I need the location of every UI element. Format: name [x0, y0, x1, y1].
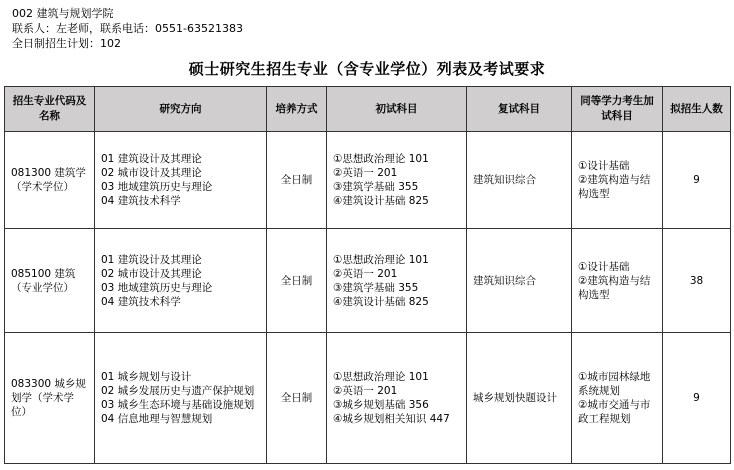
exam-item: ③建筑学基础 355 [333, 281, 419, 294]
exam-subjects [327, 333, 467, 464]
extra-item: ②建筑构造与结构选型 [578, 174, 651, 200]
research-directions [95, 229, 267, 333]
direction-item: 03 地域建筑历史与理论 [101, 281, 213, 294]
direction-item: 02 城市设计及其理论 [101, 267, 202, 280]
extra-item: ①城市园林绿地系统规划 [578, 371, 651, 397]
column-header: 初试科目 [327, 87, 467, 132]
study-mode: 全日制 [267, 229, 327, 333]
program-code-name: 081300 建筑学（学术学位） [5, 132, 95, 229]
exam-item: ④城乡规划相关知识 447 [333, 413, 450, 425]
research-directions [95, 333, 267, 464]
research-directions [95, 132, 267, 229]
enrollment-plan: 全日制招生计划：102 [12, 37, 121, 50]
table-row [5, 333, 731, 464]
retest-subject: 城乡规划快题设计 [467, 333, 572, 464]
quota: 38 [663, 229, 731, 333]
exam-item: ①思想政治理论 101 [333, 153, 429, 165]
study-mode: 全日制 [267, 132, 327, 229]
direction-item: 04 建筑技术科学 [101, 295, 181, 308]
column-header: 培养方式 [267, 87, 327, 132]
table-row [5, 229, 731, 333]
direction-item: 01 城乡规划与设计 [101, 371, 192, 383]
exam-item: ③城乡规划基础 356 [333, 399, 429, 411]
contact-info: 联系人：左老师，联系电话：0551-63521383 [12, 22, 243, 35]
program-code-name: 085100 建筑（专业学位） [5, 229, 95, 333]
exam-item: ③建筑学基础 355 [333, 181, 419, 193]
direction-item: 04 信息地理与智慧规划 [101, 413, 213, 425]
column-header: 拟招生人数 [663, 87, 731, 132]
direction-item: 04 建筑技术科学 [101, 195, 181, 207]
direction-item: 03 地域建筑历史与理论 [101, 181, 213, 193]
table-row [5, 132, 731, 229]
exam-subjects [327, 229, 467, 333]
extra-subjects [572, 229, 663, 333]
exam-item: ④建筑设计基础 825 [333, 195, 429, 207]
column-header: 复试科目 [467, 87, 572, 132]
extra-item: ②建筑构造与结构选型 [578, 274, 651, 301]
extra-item: ②城市交通与市政工程规划 [578, 399, 651, 425]
extra-subjects [572, 132, 663, 229]
column-header: 招生专业代码及名称 [5, 87, 95, 132]
study-mode: 全日制 [267, 333, 327, 464]
direction-item: 01 建筑设计及其理论 [101, 253, 202, 266]
exam-item: ④建筑设计基础 825 [333, 295, 429, 308]
exam-item: ②英语一 201 [333, 167, 398, 179]
direction-item: 02 城乡发展历史与遗产保护规划 [101, 385, 255, 397]
retest-subject: 建筑知识综合 [467, 229, 572, 333]
direction-item: 02 城市设计及其理论 [101, 167, 202, 179]
exam-item: ①思想政治理论 101 [333, 253, 429, 266]
page-title: 硕士研究生招生专业（含专业学位）列表及考试要求 [188, 60, 546, 78]
program-code-name: 083300 城乡规划学（学术学位） [5, 333, 95, 464]
direction-item: 03 城乡生态环境与基础设施规划 [101, 399, 255, 411]
column-header: 研究方向 [95, 87, 267, 132]
direction-item: 01 建筑设计及其理论 [101, 153, 202, 165]
extra-item: ①设计基础 [578, 160, 630, 172]
admissions-table [4, 86, 731, 464]
table-header-row [5, 87, 731, 132]
college-name: 002 建筑与规划学院 [12, 7, 114, 20]
exam-item: ②英语一 201 [333, 267, 398, 280]
retest-subject: 建筑知识综合 [467, 132, 572, 229]
exam-item: ①思想政治理论 101 [333, 371, 429, 383]
quota: 9 [663, 132, 731, 229]
extra-subjects [572, 333, 663, 464]
exam-subjects [327, 132, 467, 229]
extra-item: ①设计基础 [578, 260, 630, 273]
college-header [12, 6, 243, 51]
quota: 9 [663, 333, 731, 464]
column-header: 同等学力考生加试科目 [572, 87, 663, 132]
exam-item: ②英语一 201 [333, 385, 398, 397]
